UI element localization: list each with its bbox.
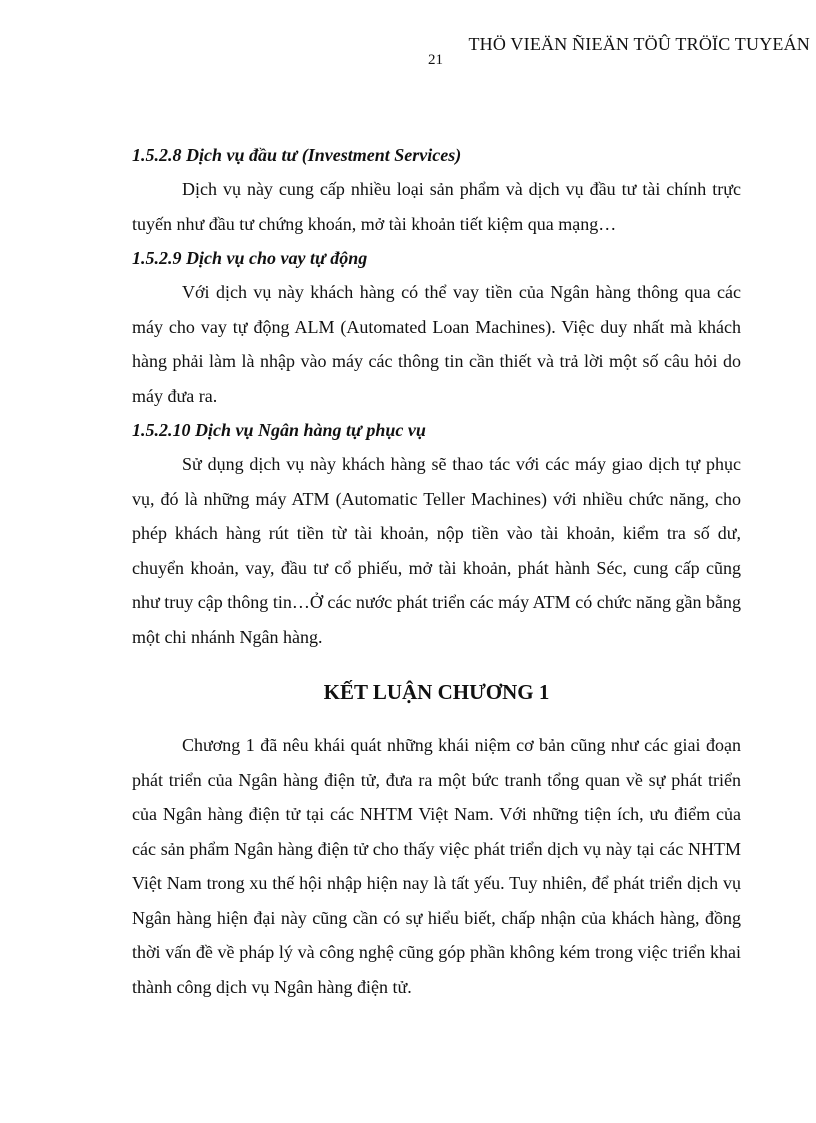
chapter-conclusion-body: Chương 1 đã nêu khái quát những khái niệm cơ bản cũng như các giai đoạn phát triển của Ngân hàng điện tử, đưa ra một bức tranh tổng quan về sự phát triển của Ngân hàng điện tử tại các NHTM Việt Nam. Với những tiện ích, ưu điểm của các sản phẩm Ngân hàng điện tử cho thấy việc phát triển dịch vụ này tại các NHTM Việt Nam trong xu thế hội nhập hiện nay là tất yếu. Tuy nhiên, để phát triển dịch vụ Ngân hàng hiện đại này cũng cần có sự hiểu biết, chấp nhận của khách hàng, đồng thời vấn đề về pháp lý và công nghệ cũng góp phần không kém trong việc triển khai thành công dịch vụ Ngân hàng điện tử. [132, 735, 741, 997]
section-body-auto-loan: Với dịch vụ này khách hàng có thể vay tiền của Ngân hàng thông qua các máy cho vay tự động ALM (Automated Loan Machines). Việc duy nhất mà khách hàng phải làm là nhập vào máy các thông tin cần thiết và trả lời một số câu hỏi do máy đưa ra. [132, 282, 741, 406]
section-body-self-service: Sử dụng dịch vụ này khách hàng sẽ thao tác với các máy giao dịch tự phục vụ, đó là những máy ATM (Automatic Teller Machines) với nhiều chức năng, cho phép khách hàng rút tiền từ tài khoản, nộp tiền vào tài khoản, kiểm tra số dư, chuyển khoản, vay, đầu tư cổ phiếu, mở tài khoản, phát hành Séc, cung cấp cũng như truy cập thông tin…Ở các nước phát triển các máy ATM có chức năng gần bằng một chi nhánh Ngân hàng. [132, 454, 741, 647]
chapter-conclusion-title: KẾT LUẬN CHƯƠNG 1 [323, 680, 550, 704]
page-content [132, 138, 741, 1004]
header-title: THÖ VIEÄN ÑIEÄN TÖÛ TRÖÏC TUYEÁN [468, 34, 810, 54]
page-number: 21 [428, 52, 443, 68]
section-body-investment: Dịch vụ này cung cấp nhiều loại sản phẩm và dịch vụ đầu tư tài chính trực tuyến như đầu tư chứng khoán, mở tài khoản tiết kiệm qua mạng… [132, 179, 741, 234]
section-heading-self-service: 1.5.2.10 Dịch vụ Ngân hàng tự phục vụ [132, 420, 426, 440]
section-heading-auto-loan: 1.5.2.9 Dịch vụ cho vay tự động [132, 248, 368, 268]
section-heading-investment: 1.5.2.8 Dịch vụ đầu tư (Investment Services) [132, 145, 462, 165]
